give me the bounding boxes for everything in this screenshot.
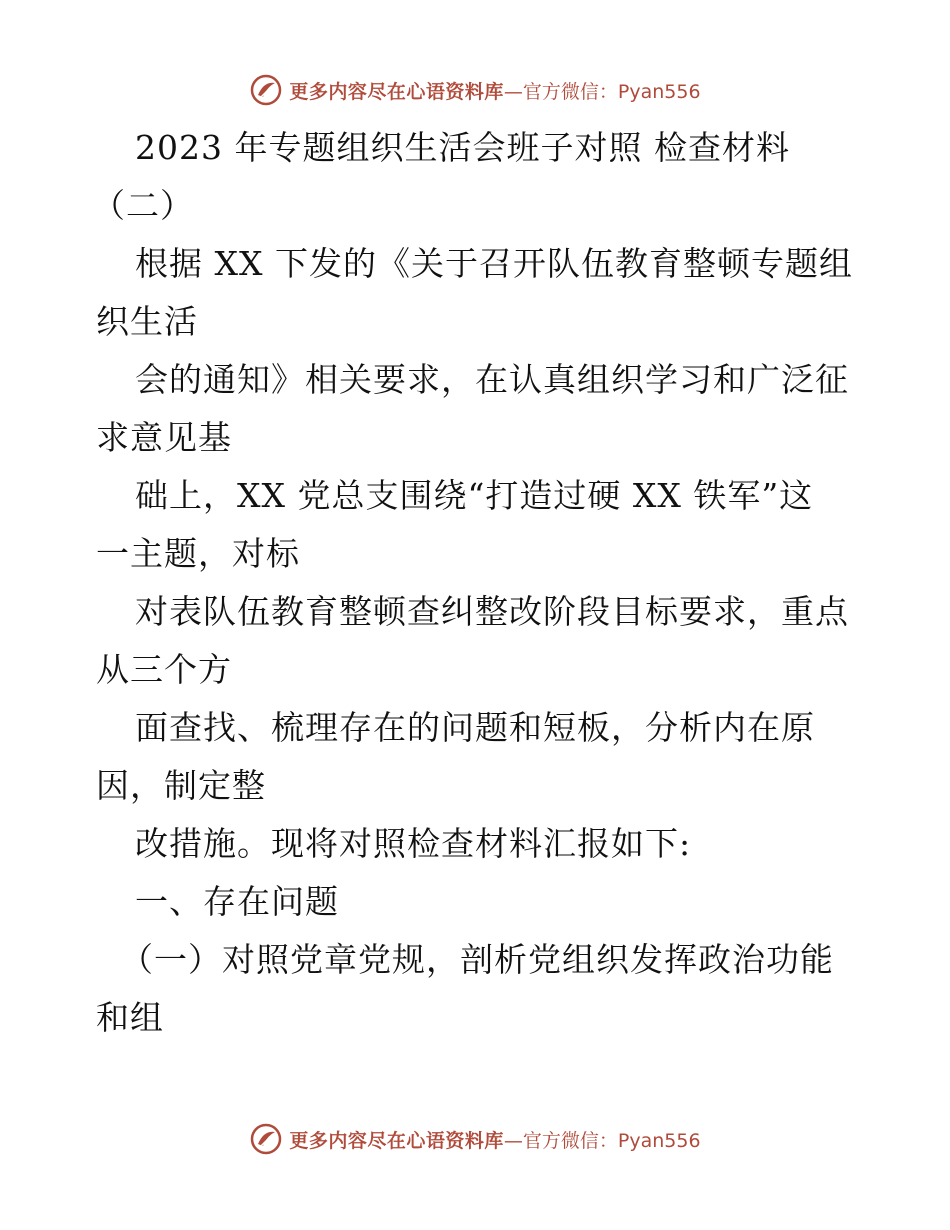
footer-banner [0, 1119, 950, 1159]
doc-paragraph-line: 一主题，对标 [96, 534, 300, 573]
doc-paragraph-line: 根据 XX 下发的《关于召开队伍教育整顿专题组 [135, 244, 853, 283]
section-heading: 一、存在问题 [135, 882, 339, 921]
doc-paragraph-line: 面查找、梳理存在的问题和短板，分析内在原 [135, 708, 815, 747]
logo-icon [249, 73, 283, 107]
doc-paragraph-line: 和组 [96, 998, 164, 1037]
header-banner [0, 70, 950, 110]
banner-text: 更多内容尽在心语资料库 [289, 80, 504, 103]
doc-paragraph-line: 改措施。现将对照检查材料汇报如下: [135, 824, 692, 863]
doc-paragraph-line: 础上，XX 党总支围绕“打造过硬 XX 铁军”这 [135, 476, 814, 515]
doc-title-suffix: （二） [92, 186, 194, 225]
banner-wechat: —官方微信：Pyan556 [503, 1129, 701, 1152]
doc-title: 2023 年专题组织生活会班子对照 检查材料 [135, 128, 790, 167]
logo-icon [249, 1122, 283, 1156]
doc-paragraph-line: 会的通知》相关要求，在认真组织学习和广泛征 [135, 360, 849, 399]
subsection-heading: （一）对照党章党规，剖析党组织发挥政治功能 [120, 940, 834, 979]
doc-paragraph-line: 对表队伍教育整顿查纠整改阶段目标要求，重点 [135, 592, 849, 631]
doc-paragraph-line: 从三个方 [96, 650, 232, 689]
doc-paragraph-line: 求意见基 [96, 418, 232, 457]
banner-text: 更多内容尽在心语资料库 [289, 1129, 504, 1152]
doc-paragraph-line: 织生活 [96, 302, 198, 341]
banner-wechat: —官方微信：Pyan556 [503, 80, 701, 103]
doc-paragraph-line: 因，制定整 [96, 766, 266, 805]
